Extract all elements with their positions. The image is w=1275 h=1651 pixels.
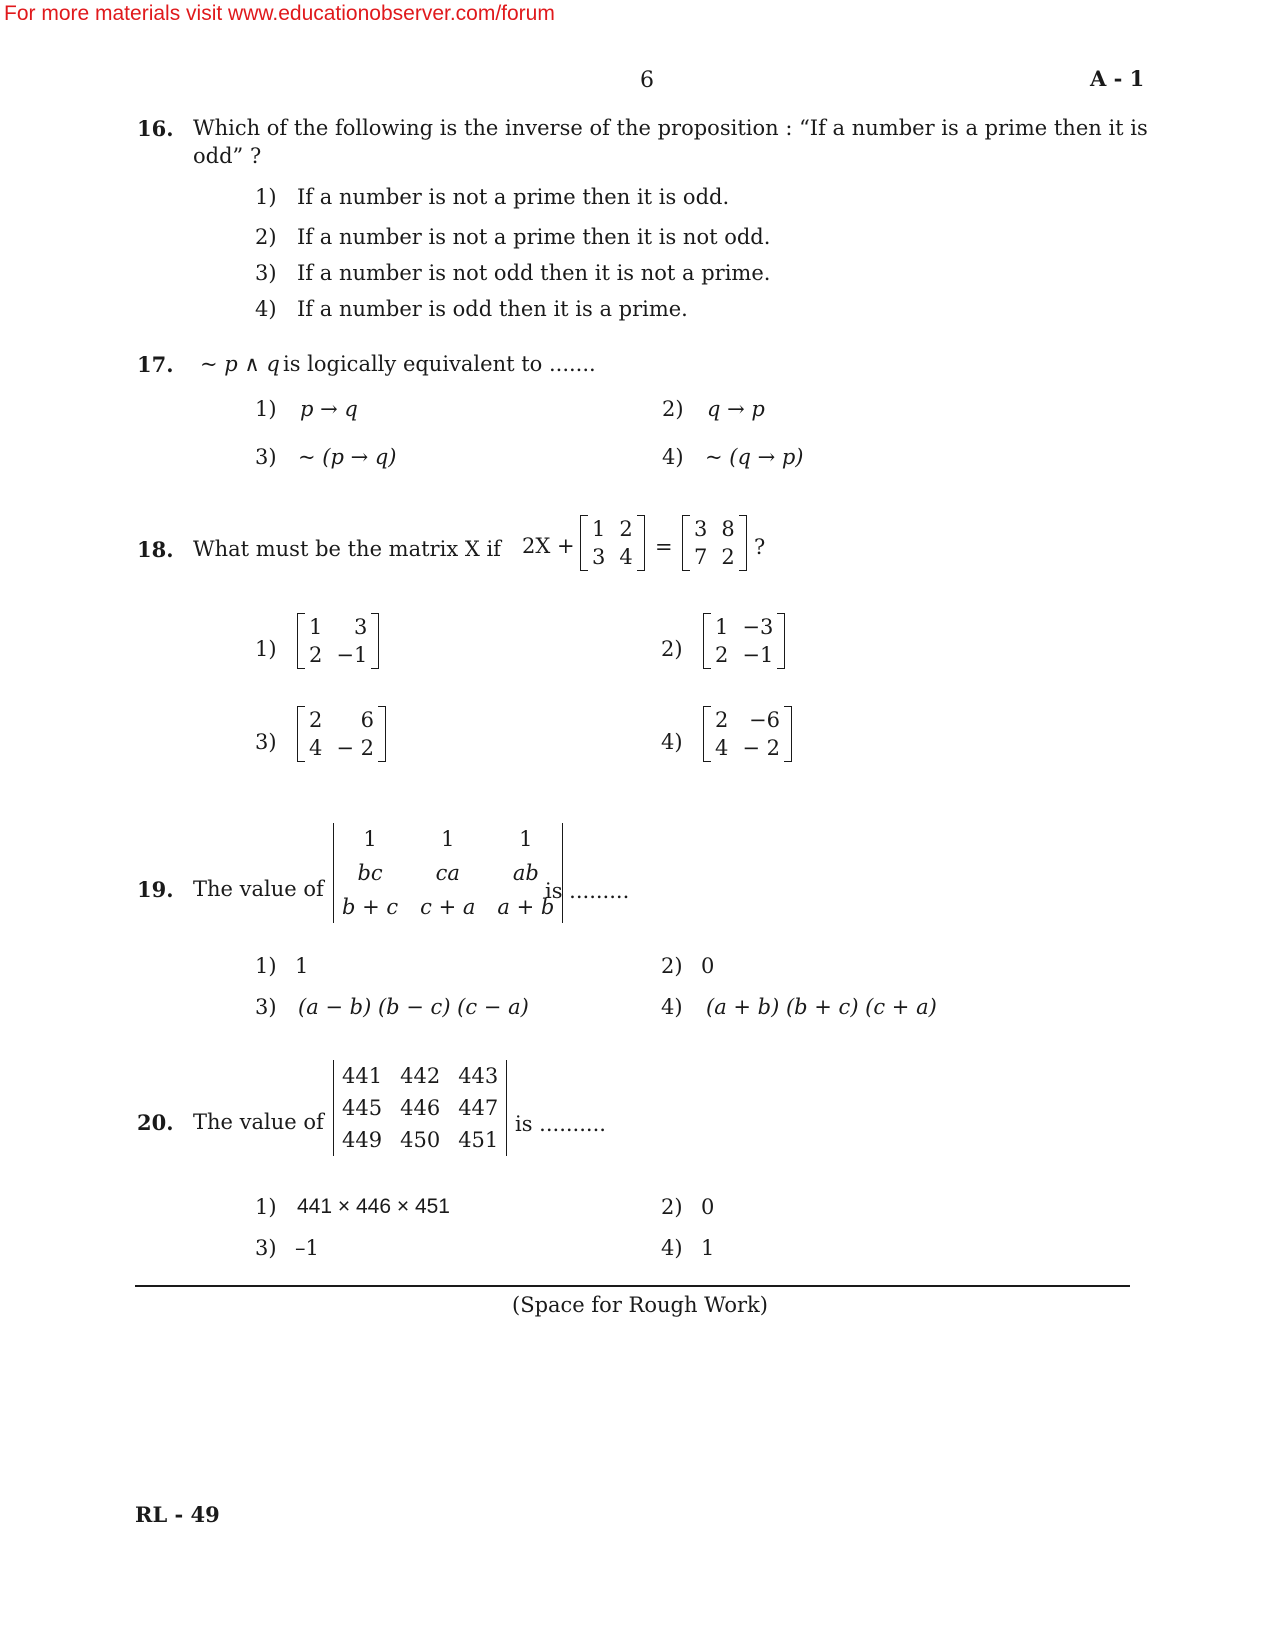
q17-expression: ~ p ∧ q [200, 352, 280, 376]
matrix-cell: 1 [309, 615, 323, 639]
rough-work-label: (Space for Rough Work) [512, 1293, 768, 1317]
q18-option-1-matrix [297, 613, 379, 669]
q18-option-2-number: 2) [661, 637, 683, 661]
q17-number: 17. [137, 352, 174, 377]
determinant-cell: bc [357, 861, 383, 885]
q18-lhs: 2X + [522, 534, 575, 558]
q16-number: 16. [137, 116, 174, 141]
matrix-cell: 2 [715, 708, 729, 732]
q18-matrix-b [682, 515, 747, 571]
q16-option-1-number: 1) [255, 185, 277, 209]
q16-option-1: If a number is not a prime then it is odd. [297, 185, 730, 209]
matrix-cell: − 2 [742, 736, 781, 760]
q20-option-4: 1 [701, 1236, 715, 1260]
matrix-cell: 1 [592, 517, 606, 541]
matrix-cell: 6 [360, 708, 375, 732]
determinant-cell: 1 [363, 827, 377, 851]
matrix-cell: 2 [721, 545, 735, 569]
q18-question-mark: ? [754, 535, 766, 559]
determinant-cell: 442 [400, 1064, 441, 1088]
matrix-cell: 4 [715, 736, 729, 760]
q18-text: What must be the matrix X if [193, 537, 501, 561]
q17-text: is logically equivalent to ....... [283, 352, 596, 376]
matrix-cell: 2 [309, 643, 323, 667]
matrix-cell: 4 [309, 736, 323, 760]
q19-option-3-number: 3) [255, 995, 277, 1019]
determinant-cell: 1 [441, 827, 455, 851]
q20-option-1-number: 1) [255, 1195, 277, 1219]
q19-option-2: 0 [701, 954, 715, 978]
matrix-cell: 2 [715, 643, 729, 667]
q17-option-4: ~ (q → p) [705, 445, 804, 469]
matrix-cell: 3 [592, 545, 606, 569]
matrix-cell: − 2 [336, 736, 375, 760]
q16-option-4-number: 4) [255, 297, 277, 321]
q16-option-4: If a number is odd then it is a prime. [297, 297, 688, 321]
matrix-cell: −6 [749, 708, 781, 732]
q17-option-1-number: 1) [255, 397, 277, 421]
q16-option-2-number: 2) [255, 225, 277, 249]
q18-option-1-number: 1) [255, 637, 277, 661]
series-code: A - 1 [1090, 66, 1145, 91]
matrix-cell: −3 [742, 615, 774, 639]
determinant-cell: 447 [458, 1096, 499, 1120]
q19-determinant [333, 823, 563, 923]
matrix-cell: 2 [619, 517, 633, 541]
q16-option-2: If a number is not a prime then it is not odd. [297, 225, 771, 249]
q18-equals: = [655, 535, 673, 559]
q17-option-2: q → p [707, 397, 765, 421]
q19-option-3: (a − b) (b − c) (c − a) [298, 995, 529, 1019]
q18-option-3-matrix [297, 706, 386, 762]
q16-text-line2: odd” ? [193, 144, 262, 168]
footer-code: RL - 49 [135, 1502, 220, 1527]
determinant-cell: 450 [400, 1128, 441, 1152]
determinant-cell: 443 [458, 1064, 499, 1088]
divider [135, 1285, 1130, 1287]
determinant-cell: 1 [519, 827, 533, 851]
matrix-cell: 8 [721, 517, 735, 541]
determinant-cell: ca [435, 861, 460, 885]
q18-option-4-matrix [703, 706, 792, 762]
q20-suffix: is .......... [515, 1112, 606, 1136]
determinant-cell: 449 [342, 1128, 383, 1152]
determinant-cell: 451 [458, 1128, 499, 1152]
matrix-cell: −1 [742, 643, 774, 667]
q16-option-3-number: 3) [255, 261, 277, 285]
q17-option-4-number: 4) [662, 445, 684, 469]
q20-text: The value of [193, 1110, 324, 1134]
matrix-cell: 1 [715, 615, 729, 639]
determinant-cell: 441 [342, 1064, 383, 1088]
matrix-cell: −1 [336, 643, 368, 667]
matrix-cell: 3 [694, 517, 708, 541]
q18-option-3-number: 3) [255, 730, 277, 754]
matrix-cell: 4 [619, 545, 633, 569]
q18-matrix-a [580, 515, 645, 571]
q19-option-1: 1 [295, 954, 309, 978]
q16-option-3: If a number is not odd then it is not a prime. [297, 261, 771, 285]
determinant-cell: b + c [342, 895, 399, 919]
q20-option-3-number: 3) [255, 1236, 277, 1260]
q17-option-2-number: 2) [662, 397, 684, 421]
q19-option-4: (a + b) (b + c) (c + a) [706, 995, 937, 1019]
matrix-cell: 2 [309, 708, 323, 732]
determinant-cell: c + a [420, 895, 476, 919]
determinant-cell: 446 [400, 1096, 441, 1120]
q17-option-3-number: 3) [255, 445, 277, 469]
q19-option-2-number: 2) [661, 954, 683, 978]
q18-option-4-number: 4) [661, 730, 683, 754]
q20-option-2-number: 2) [661, 1195, 683, 1219]
q19-option-1-number: 1) [255, 954, 277, 978]
matrix-cell: 3 [353, 615, 368, 639]
page-number: 6 [640, 68, 654, 93]
q20-option-2: 0 [701, 1195, 715, 1219]
q20-option-4-number: 4) [661, 1236, 683, 1260]
q18-number: 18. [137, 537, 174, 562]
q18-option-2-matrix [703, 613, 785, 669]
q19-suffix: is ......... [545, 879, 630, 903]
determinant-cell: a + b [497, 895, 555, 919]
q20-option-1: 441 × 446 × 451 [297, 1195, 450, 1218]
determinant-cell: ab [512, 861, 539, 885]
q19-number: 19. [137, 877, 174, 902]
determinant-cell: 445 [342, 1096, 383, 1120]
q20-option-3: –1 [295, 1236, 319, 1260]
q17-option-1: p → q [300, 397, 358, 421]
q19-text: The value of [193, 877, 324, 901]
matrix-cell: 7 [694, 545, 708, 569]
q16-text-line1: Which of the following is the inverse of the proposition : “If a number is a prime then it is [193, 116, 1148, 140]
q17-option-3: ~ (p → q) [298, 445, 397, 469]
q20-number: 20. [137, 1110, 174, 1135]
watermark-link[interactable]: For more materials visit www.educationobserver.com/forum [4, 2, 555, 25]
q20-determinant [333, 1060, 507, 1156]
q19-option-4-number: 4) [661, 995, 683, 1019]
